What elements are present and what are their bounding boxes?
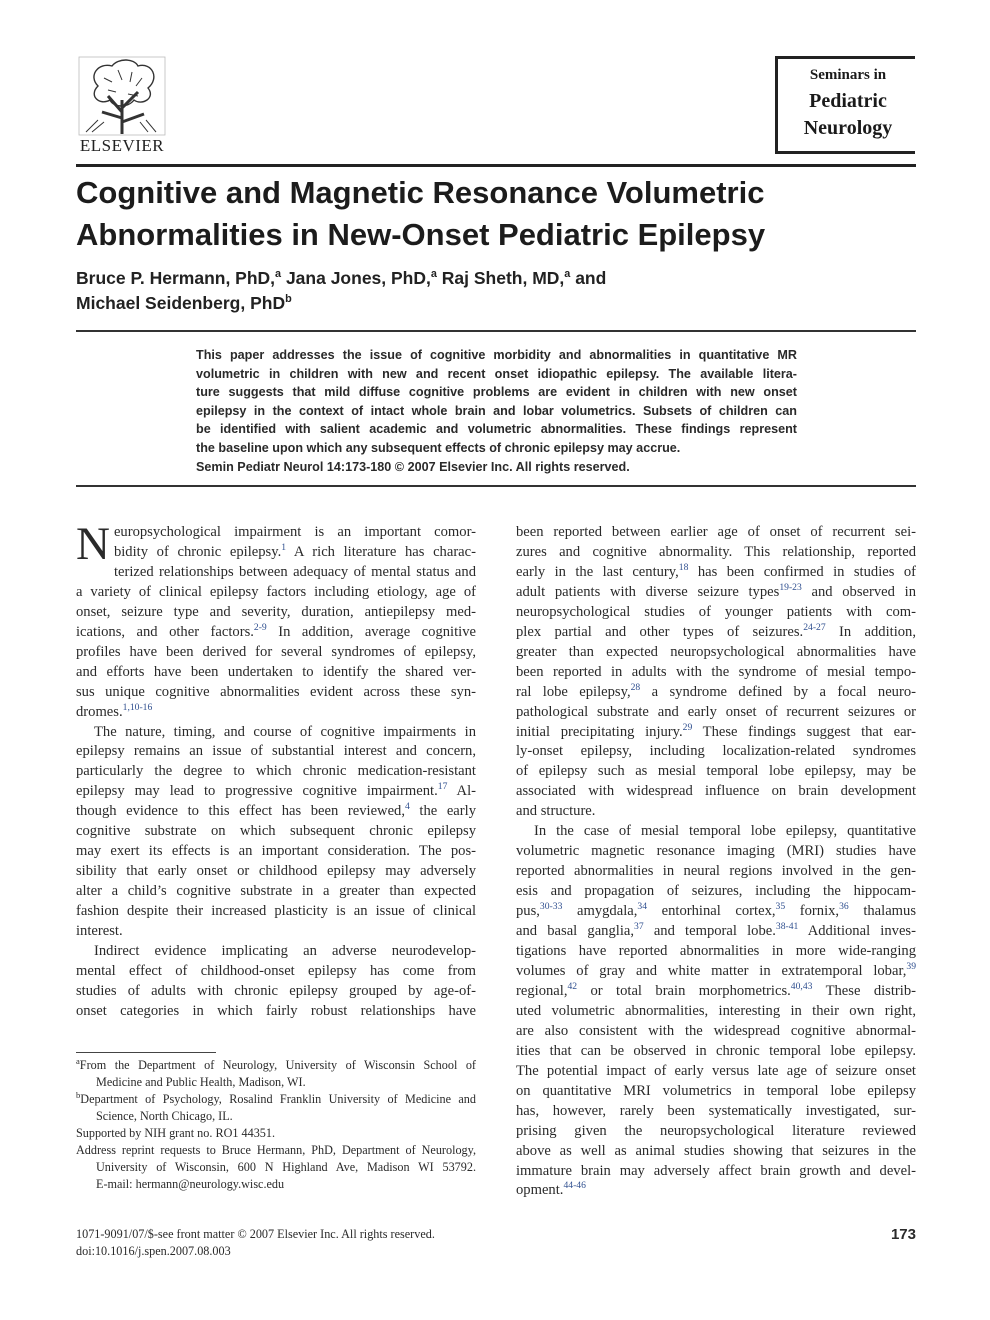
affiliation-mark: a (430, 268, 437, 281)
citation-link[interactable]: 42 (567, 981, 578, 993)
page-number: 173 (890, 1226, 916, 1243)
author-list (76, 266, 916, 316)
citation-link[interactable]: 35 (775, 901, 786, 913)
header-rule (76, 164, 916, 167)
title-line: Abnormalities in New-Onset Pediatric Epilepsy (76, 217, 766, 252)
citation-link[interactable]: 1,10-16 (122, 701, 153, 713)
paragraph: N europsychological impairment is an important comor- bidity of chronic epilepsy.$^1$ A rich literature has charac- terized relationships between adequacy of mental status and a variety of clinical epilepsy factors including etiology, age of onset, seizure type and severity, duration, antiepilepsy med- ications, and other factors.$^{2-9}$ In addition, average cognitive profiles have been derived for several syndromes of epilepsy, and efforts have been undertaken to identify the shared ver- sus unique cognitive abnormalities evident across these syn- dromes.$^{1,10-16}$ (76, 518, 476, 720)
citation-link[interactable]: 1 (281, 542, 287, 554)
author-name: Raj Sheth, MD, (441, 268, 565, 288)
citation-link[interactable]: 37 (634, 921, 644, 933)
journal-name-line1: Pediatric (809, 90, 887, 112)
title-line: Cognitive and Magnetic Resonance Volumetric (76, 175, 765, 210)
affiliation-mark: a (76, 1055, 80, 1066)
journal-name-line2: Neurology (803, 117, 893, 139)
citation-link[interactable]: 19-23 (779, 582, 802, 593)
abstract-line: be identified with salient academic and volumetric abnormalities. These findings represent (196, 422, 797, 437)
paragraph: been reported between earlier age of onset of recurrent sei- zures and cognitive abnormality. This relationship, reported early in the last century,$^{18}$ has been confirmed in studies of adult patients with diverse seizure types$^{19-23}$ and observed in neuropsychological studies of younger patients with com- plex partial and other types of seizures.$^{24-27}$ In addition, greater than expected neuropsychological abnormalities have been reported in adults with the syndrome of mesial tempo- ral lobe epilepsy,$^{28}$ a syndrome defined by a focal neuro- pathological substrate and early onset of recurrent seizures or initial precipitating injury.$^{29}$ These findings suggest that ear- ly-onset epilepsy, including localization-related syndromes of epilepsy such as mesial temporal lobe epilepsy, may be associated with widespread influence on brain development and structure. (516, 524, 916, 820)
abstract-line: epilepsy in the context of intact whole brain and lobar volumetrics. Subsets of children can (196, 403, 797, 418)
paragraph: The nature, timing, and course of cognitive impairments in epilepsy remains an issue of substantial interest and concern, particularly the degree to which chronic medication-resistant epilepsy may lead to progressive cognitive impairment.$^{17}$ Al- though evidence to this effect has been reviewed,$^4$ the early cognitive substrate on which subsequent chronic epilepsy may exert its effects is an important consideration. The pos- sibility that early onset or childhood epilepsy may adversely alter a child’s cognitive substrate in a greater than expected fashion despite their increased plasticity is an issue of clinical interest. (76, 723, 476, 940)
abstract-line: This paper addresses the issue of cognitive morbidity and abnormalities in quantitative MR (196, 348, 797, 362)
publisher-name: ELSEVIER (79, 136, 165, 155)
affiliation-mark: a (275, 268, 282, 281)
email-link[interactable]: E-mail: hermann@neurology.wisc.edu (96, 1177, 285, 1191)
abstract-line: the baseline upon which any subsequent effects of chronic epilepsy may accrue. (196, 440, 681, 455)
citation-link[interactable]: 24-27 (803, 621, 826, 633)
page-footer (76, 1226, 916, 1260)
footnote-rule (76, 1052, 216, 1053)
journal-series: Seminars in (809, 67, 887, 83)
author-name: Michael Seidenberg, PhD (76, 293, 286, 313)
citation-link[interactable]: 39 (906, 961, 916, 973)
abstract-rule (76, 485, 916, 487)
drop-cap: N (76, 518, 110, 570)
author-name: Bruce P. Hermann, PhD, (76, 268, 276, 288)
article-title (76, 172, 916, 256)
affiliation-footnote: $^b$Department of Psychology, Rosalind Franklin University of Medicine and Science, North Chicago, IL. (76, 1089, 476, 1123)
citation-link[interactable]: 44-46 (563, 1180, 586, 1192)
abstract-line: volumetric in children with new and recent onset idiopathic epilepsy. The available litera- (196, 366, 797, 381)
citation-link[interactable]: 29 (682, 721, 693, 733)
citation-link[interactable]: 17 (437, 781, 448, 793)
funding-footnote: Supported by NIH grant no. RO1 44351. (76, 1126, 276, 1140)
footnotes (76, 1057, 476, 1193)
citation-link[interactable]: 28 (630, 681, 641, 693)
citation-line: Semin Pediatr Neurol 14:173-180 © 2007 Elsevier Inc. All rights reserved. (196, 459, 630, 474)
citation-link[interactable]: 40,43 (790, 981, 813, 993)
correspondence-footnote: Address reprint requests to Bruce Hermann, PhD, Department of Neurology, University of Wisconsin, 600 N Highland Ave, Madison WI 53792. E-mail: hermann@neurology.wisc.edu (76, 1143, 476, 1191)
citation-link[interactable]: 30-33 (539, 901, 563, 913)
citation-link[interactable]: 36 (839, 901, 849, 913)
author-name: Jana Jones, PhD, (285, 268, 431, 288)
affiliation-footnote: $^a$From the Department of Neurology, University of Wisconsin School of Medicine and Public Health, Madison, WI. (76, 1055, 476, 1089)
paragraph: Indirect evidence implicating an adverse neurodevelop- mental effect of childhood-onset epilepsy has come from studies of adults with chronic epilepsy grouped by age-of- onset categories in which fairly robust relationships have (76, 943, 476, 1019)
issn-line: 1071-9091/07/$-see front matter © 2007 Elsevier Inc. All rights reserved. (76, 1227, 435, 1241)
body-column-right (516, 523, 916, 1201)
affiliation-mark: a (564, 268, 571, 281)
journal-name (787, 88, 909, 142)
abstract (196, 346, 797, 476)
publisher-logo (74, 56, 170, 156)
journal-masthead (775, 56, 915, 154)
abstract-line: ture suggests that mild diffuse cognitive problems are evident in children with new onset (196, 385, 797, 400)
elsevier-tree-icon (78, 56, 166, 136)
body-column-left (76, 518, 476, 1022)
citation-link[interactable]: 34 (637, 901, 648, 913)
author-conjunction: and (575, 268, 607, 288)
citation-link[interactable]: 18 (678, 562, 689, 574)
affiliation-mark: b (76, 1089, 81, 1100)
doi-link[interactable]: doi:10.1016/j.spen.2007.08.003 (76, 1244, 231, 1258)
abstract-rule (76, 330, 916, 332)
citation-link[interactable]: 2-9 (253, 621, 267, 633)
citation-link[interactable]: 38-41 (775, 921, 799, 933)
affiliation-mark: b (285, 293, 292, 306)
citation-link[interactable]: 4 (405, 801, 410, 813)
paragraph: In the case of mesial temporal lobe epilepsy, quantitative volumetric magnetic resonance imaging (MRI) studies have reported abnormalities in neural regions involved in the gen- esis and propagation of seizures, including the hippocam- pus,$^{30-33}$ amygdala,$^{34}$ entorhinal cortex,$^{35}$ fornix,$^{36}$ thalamus and basal ganglia,$^{37}$ and temporal lobe.$^{38-41}$ Additional inves- tigations have reported abnormalities in more wide-ranging volumes of gray and white matter in extratemporal lobar,$^{39}$ regional,$^{42}$ or total brain morphometrics.$^{40,43}$ These distrib- uted volumetric abnormalities, interesting in their own right, are also consistent with the widespread cognitive abnormal- ities that can be observed in chronic temporal lobe epilepsy. The potential impact of early versus late age of seizure onset on quantitative MRI volumetrics in temporal lobe epilepsy has, however, rarely been systematically investigated, sur- prising given the neuropsychological literature reviewed above as well as animal studies showing that seizures in the immature brain may adversely affect brain growth and devel- opment.$^{44-46}$ (516, 823, 917, 1199)
